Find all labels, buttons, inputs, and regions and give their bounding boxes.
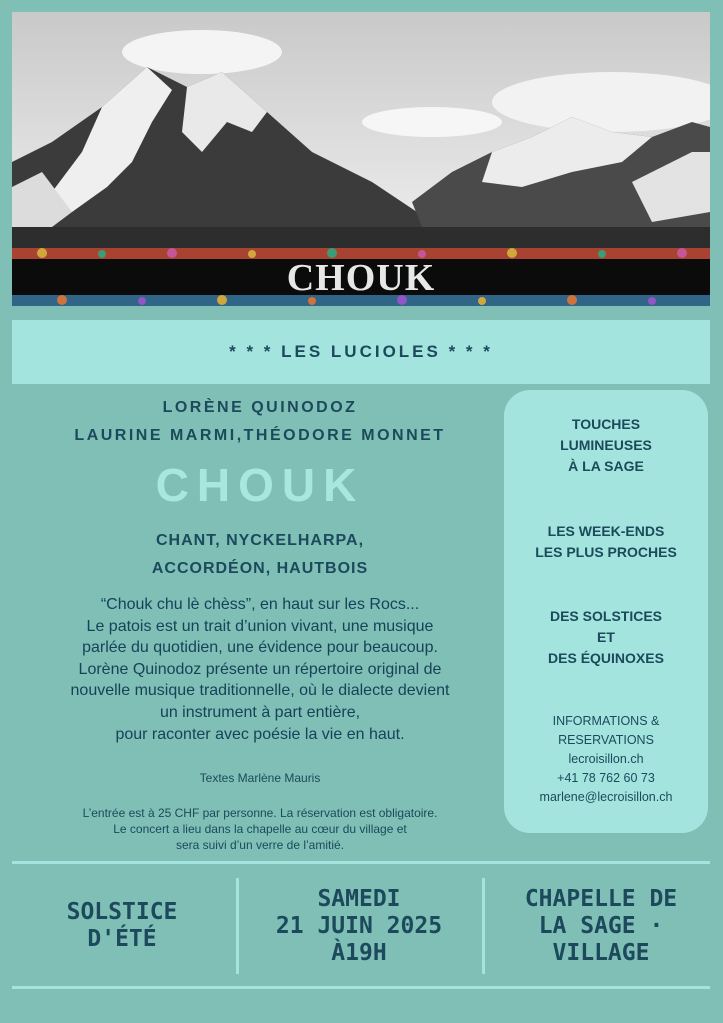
sidebar-text: DES SOLSTICES: [549, 608, 663, 624]
sidebar-text: LES WEEK-ENDS: [547, 523, 665, 539]
sidebar-text: DES ÉQUINOXES: [548, 650, 664, 666]
description-line: nouvelle musique traditionnelle, où le dialecte devient: [70, 682, 450, 700]
description-line: Lorène Quinodoz présente un répertoire original de: [78, 660, 442, 678]
sidebar-text: LUMINEUSES: [560, 437, 652, 453]
phone-number[interactable]: +41 78 762 60 73: [557, 771, 655, 785]
sidebar-text: TOUCHES: [571, 416, 641, 432]
practical-line: sera suivi d’un verre de l’amitié.: [175, 838, 345, 852]
footer-text: 21 JUIN 2025: [275, 912, 443, 939]
info-label: RESERVATIONS: [558, 733, 654, 747]
sidebar-text: LES PLUS PROCHES: [535, 544, 677, 560]
footer-divider-1: [236, 878, 239, 974]
footer-text: À19H: [331, 939, 387, 966]
footer-text: SOLSTICE: [66, 899, 178, 925]
website-link[interactable]: lecroisillon.ch: [568, 752, 644, 766]
footer-date: [240, 878, 478, 974]
sidebar-box: [504, 390, 708, 833]
description: [14, 594, 506, 745]
contact-info: [504, 712, 708, 807]
artist-names: [20, 394, 500, 450]
credits: Textes Marlène Mauris: [199, 771, 321, 785]
footer-text: D'ÉTÉ: [87, 926, 157, 952]
sidebar-text: ET: [597, 629, 615, 645]
footer-venue: [486, 878, 716, 974]
description-line: Le patois est un trait d’union vivant, une musique: [86, 617, 434, 635]
practical-line: Le concert a lieu dans la chapelle au cœur du village et: [113, 822, 407, 836]
artist-line-1: LORÈNE QUINODOZ: [162, 399, 358, 416]
footer-top-divider: [12, 861, 710, 864]
footer-text: LA SAGE · VILLAGE: [538, 912, 664, 966]
email-link[interactable]: marlene@lecroisillon.ch: [539, 790, 673, 804]
description-line: parlée du quotidien, une évidence pour beaucoup.: [82, 639, 438, 657]
footer-text: CHAPELLE DE: [524, 885, 678, 912]
info-label: INFORMATIONS &: [552, 714, 660, 728]
title-strip: [12, 248, 710, 306]
series-title: * * * LES LUCIOLES * * *: [12, 320, 710, 384]
footer-occasion: [12, 878, 232, 974]
instruments-line-1: CHANT, NYCKELHARPA,: [155, 532, 365, 549]
artist-line-2: LAURINE MARMI,THÉODORE MONNET: [74, 427, 446, 444]
description-line: un instrument à part entière,: [159, 703, 361, 721]
sidebar-text: À LA SAGE: [568, 458, 644, 474]
description-line: pour raconter avec poésie la vie en haut.: [115, 725, 405, 743]
footer-text: SAMEDI: [317, 885, 401, 912]
practical-line: L’entrée est à 25 CHF par personne. La réservation est obligatoire.: [82, 806, 438, 820]
sidebar-block-1: [504, 414, 708, 477]
instruments-line-2: ACCORDÉON, HAUTBOIS: [151, 560, 369, 577]
description-line: “Chouk chu lè chèss”, en haut sur les Rocs...: [100, 596, 420, 613]
instruments: [20, 527, 500, 583]
footer-bottom-divider: [12, 986, 710, 989]
sidebar-block-2: [504, 521, 708, 563]
footer-divider-2: [482, 878, 485, 974]
banner-image: [12, 12, 710, 306]
banner-title: CHOUK: [286, 257, 436, 299]
sidebar-block-3: [504, 606, 708, 669]
main-title: CHOUK: [155, 459, 365, 511]
practical-info: [20, 805, 500, 853]
